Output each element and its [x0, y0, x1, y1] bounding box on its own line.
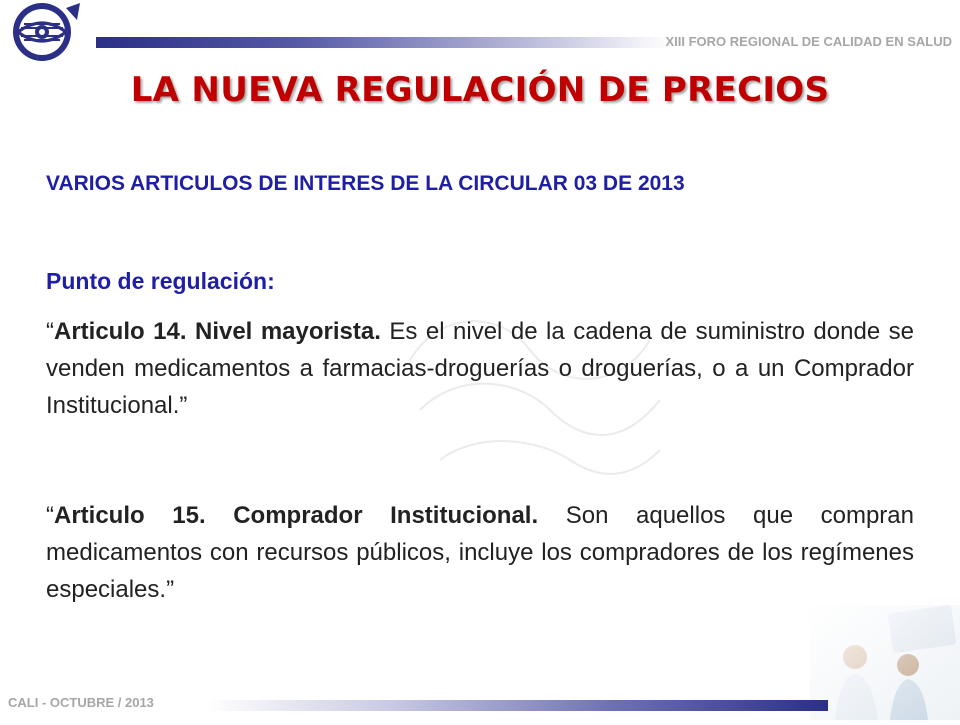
open-quote: “: [46, 318, 54, 345]
slide-title: LA NUEVA REGULACIÓN DE PRECIOS: [130, 70, 830, 110]
article-label: Articulo 15. Comprador Institucional.: [54, 502, 539, 529]
slide-subtitle: VARIOS ARTICULOS DE INTERES DE LA CIRCULAR 03 DE 2013: [46, 172, 685, 195]
section-heading: Punto de regulación:: [46, 268, 275, 294]
medical-staff-image: [810, 605, 960, 720]
logo-icon: [2, 0, 86, 64]
footer-date: CALI - OCTUBRE / 2013: [8, 695, 154, 710]
article-14-paragraph: [46, 313, 914, 424]
header-gradient-bar: [96, 37, 670, 48]
article-body: Son aquellos que compran medicamentos con recursos públicos, incluye los compradores de los regímenes especiales.”: [46, 502, 914, 603]
footer-gradient-bar: [206, 700, 828, 711]
forum-title: XIII FORO REGIONAL DE CALIDAD EN SALUD: [665, 34, 952, 49]
article-label: Articulo 14. Nivel mayorista.: [54, 318, 381, 345]
open-quote: “: [46, 502, 54, 529]
article-body: Es el nivel de la cadena de suministro donde se venden medicamentos a farmacias-droguerías o droguerías, o a un Comprador Institucional.”: [46, 318, 914, 419]
article-15-paragraph: [46, 497, 914, 608]
